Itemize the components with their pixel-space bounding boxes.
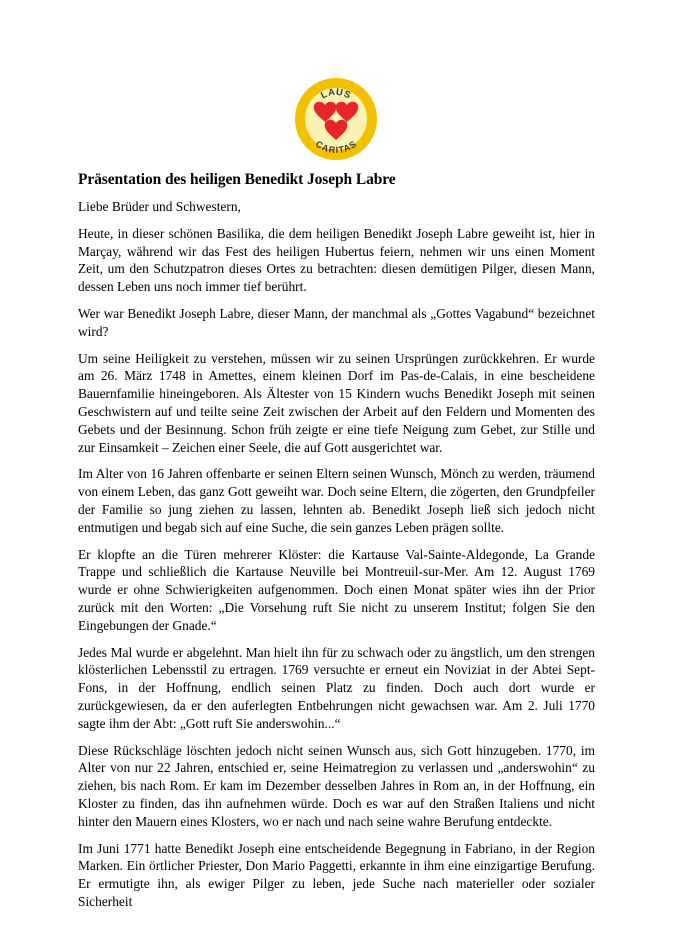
paragraph: Diese Rückschläge löschten jedoch nicht seinen Wunsch aus, sich Gott hinzugeben. 1770, im Alter von nur 22 Jahren, entschied er, seine Heimatregion zu verlassen und „anderswohin“ zu ziehen, bis nach Rom. Er kam im Dezember desselben Jahres in Rom an, in der Hoffnung, ein Kloster zu finden, das ihn aufnehmen würde. Doch es war auf den Straßen Italiens und nicht hinter den Mauern eines Klosters, wo er nach und nach seine wahre Berufung entdeckte.	[78, 742, 595, 829]
paragraph: Um seine Heiligkeit zu verstehen, müssen wir zu seinen Ursprüngen zurückkehren. Er wurde am 26. März 1748 in Amettes, einem kleinen Dorf im Pas-de-Calais, in eine bescheidene Bauernfamilie hineingeboren. Als Ältester von 15 Kindern wuchs Benedikt Joseph mit seinen Geschwistern auf und teilte seine Zeit zwischen der Arbeit auf den Feldern und Momenten des Gebets und der Besinnung. Schon früh zeigte er eine tiefe Neigung zum Gebet, zur Stille und zur Einsamkeit – Zeichen einer Seele, die auf Gott ausgerichtet war.	[78, 350, 595, 455]
paragraph: Heute, in dieser schönen Basilika, die dem heiligen Benedikt Joseph Labre geweiht ist, hier in Marçay, während wir das Fest des heiligen Hubertus feiern, nehmen wir uns einen Moment Zeit, um den Schutzpatron dieses Ortes zu betrachten: diesen demütigen Pilger, diesen Mann, dessen Leben uns noch immer tief berührt.	[78, 225, 595, 295]
logo-top-text: LAUS	[319, 86, 353, 102]
document-title: Präsentation des heiligen Benedikt Joseph Labre	[78, 171, 396, 188]
paragraph: Im Alter von 16 Jahren offenbarte er seinen Eltern seinen Wunsch, Mönch zu werden, träumend von einem Leben, das ganz Gott geweiht war. Doch seine Eltern, die zögerten, den Grundpfeiler der Familie so jung ziehen zu lassen, lehnten ab. Benedikt Joseph ließ sich jedoch nicht entmutigen und begab sich auf eine Suche, die sein ganzes Leben prägen sollte.	[78, 466, 595, 535]
logo-bottom-text: CARITAS	[313, 138, 359, 156]
paragraph: Jedes Mal wurde er abgelehnt. Man hielt ihn für zu schwach oder zu ängstlich, um den strengen klösterlichen Lebensstil zu ertragen. 1769 versuchte er erneut ein Noviziat in der Abtei Sept-Fons, in der Hoffnung, endlich seinen Platz zu finden. Doch auch dort wurde er zurückgewiesen, da er den auferlegten Entbehrungen nicht gewachsen war. Am 2. Juli 1770 sagte ihm der Abt: „Gott ruft Sie anderswohin...“	[78, 644, 595, 731]
paragraph: Er klopfte an die Türen mehrerer Klöster: die Kartause Val-Sainte-Aldegonde, La Grande Trappe und schließlich die Kartause Neuville bei Montreuil-sur-Mer. Am 12. August 1769 wurde er ohne Schwierigkeiten aufgenommen. Doch einen Monat später wies ihn der Prior zurück mit den Worten: „Die Vorsehung ruft Sie nicht zu unserem Institut; folgen Sie den Eingebungen der Gnade.“	[78, 546, 595, 633]
paragraph-salutation: Liebe Brüder und Schwestern,	[78, 199, 241, 214]
laus-caritas-logo	[294, 77, 378, 161]
document-body	[78, 170, 595, 920]
logo-graphic	[294, 77, 378, 161]
paragraph: Wer war Benedikt Joseph Labre, dieser Mann, der manchmal als „Gottes Vagabund“ bezeichnet wird?	[78, 305, 595, 339]
paragraph: Im Juni 1771 hatte Benedikt Joseph eine entscheidende Begegnung in Fabriano, in der Region Marken. Ein örtlicher Priester, Don Mario Paggetti, erkannte in ihm eine einzigartige Berufung. Er ermutigte ihn, als ewiger Pilger zu leben, jede Suche nach materieller oder sozialer Sicherheit	[78, 840, 595, 909]
